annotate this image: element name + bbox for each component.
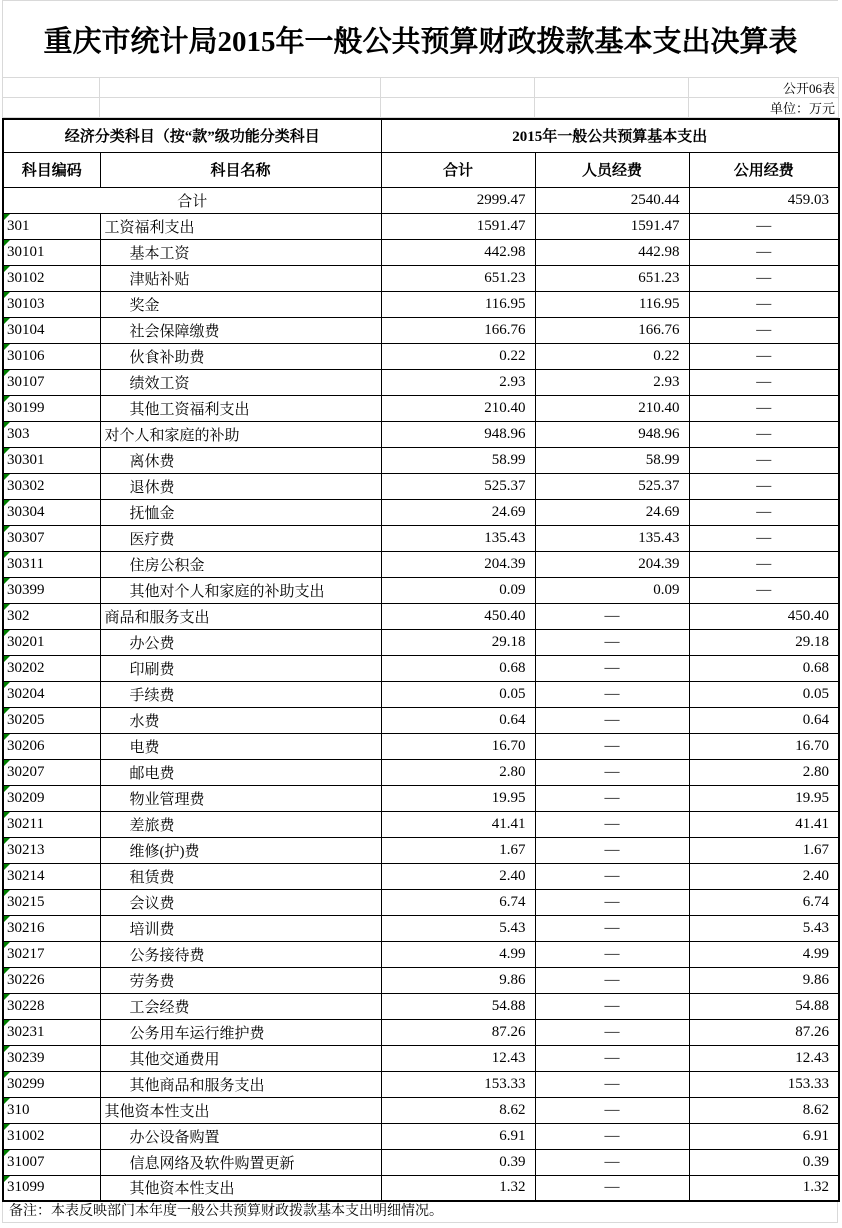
personnel-cell: —: [535, 733, 689, 759]
subject-name-cell: 培训费: [100, 915, 381, 941]
personnel-cell: —: [535, 915, 689, 941]
subject-code-cell: 30207: [3, 759, 100, 785]
page-title-block: [2, 0, 838, 77]
personnel-cell: —: [535, 1045, 689, 1071]
public-cell: —: [689, 577, 839, 603]
table-row: [3, 1149, 839, 1175]
table-row: [3, 265, 839, 291]
personnel-cell: —: [535, 785, 689, 811]
meta-cell: [381, 98, 535, 118]
total-cell: 2.93: [381, 369, 535, 395]
subject-name-cell: 离休费: [100, 447, 381, 473]
meta-grid: [2, 77, 839, 118]
public-cell: 2.40: [689, 863, 839, 889]
table-row: [3, 551, 839, 577]
table-row: [3, 369, 839, 395]
subject-code-cell: 30211: [3, 811, 100, 837]
public-cell: —: [689, 291, 839, 317]
subject-name-cell: 绩效工资: [100, 369, 381, 395]
total-cell: 0.05: [381, 681, 535, 707]
table-row: [3, 1123, 839, 1149]
subject-code-cell: 303: [3, 421, 100, 447]
total-cell: 2.80: [381, 759, 535, 785]
summary-total-cell: 2999.47: [381, 187, 535, 213]
subject-code-cell: 30107: [3, 369, 100, 395]
subject-name-cell: 津贴补贴: [100, 265, 381, 291]
personnel-cell: —: [535, 759, 689, 785]
total-cell: 0.22: [381, 343, 535, 369]
public-cell: 16.70: [689, 733, 839, 759]
total-cell: 16.70: [381, 733, 535, 759]
meta-cell: [3, 78, 100, 98]
personnel-cell: —: [535, 863, 689, 889]
personnel-cell: —: [535, 629, 689, 655]
public-cell: —: [689, 395, 839, 421]
subject-code-cell: 30199: [3, 395, 100, 421]
public-cell: 1.32: [689, 1175, 839, 1201]
personnel-cell: —: [535, 707, 689, 733]
personnel-cell: 0.22: [535, 343, 689, 369]
subject-name-cell: 会议费: [100, 889, 381, 915]
subject-code-cell: 302: [3, 603, 100, 629]
meta-cell: [535, 78, 689, 98]
public-cell: 153.33: [689, 1071, 839, 1097]
subject-code-cell: 30104: [3, 317, 100, 343]
summary-label: 合计: [3, 187, 381, 213]
total-cell: 29.18: [381, 629, 535, 655]
subject-name-cell: 办公费: [100, 629, 381, 655]
subject-name-cell: 其他资本性支出: [100, 1175, 381, 1201]
subject-code-cell: 30201: [3, 629, 100, 655]
total-cell: 948.96: [381, 421, 535, 447]
note-text: 备注：本表反映部门本年度一般公共预算财政拨款基本支出明细情况。: [9, 1204, 443, 1219]
subject-name-cell: 差旅费: [100, 811, 381, 837]
total-cell: 87.26: [381, 1019, 535, 1045]
subject-name-cell: 办公设备购置: [100, 1123, 381, 1149]
personnel-cell: —: [535, 993, 689, 1019]
table-row: [3, 707, 839, 733]
table-row: [3, 239, 839, 265]
total-cell: 24.69: [381, 499, 535, 525]
spreadsheet-area: [2, 0, 838, 1223]
subject-name-cell: 公务接待费: [100, 941, 381, 967]
total-cell: 6.74: [381, 889, 535, 915]
subject-code-cell: 30215: [3, 889, 100, 915]
meta-row: [3, 98, 839, 118]
total-cell: 19.95: [381, 785, 535, 811]
subject-name-cell: 基本工资: [100, 239, 381, 265]
subject-name-cell: 其他商品和服务支出: [100, 1071, 381, 1097]
public-cell: 2.80: [689, 759, 839, 785]
public-cell: 1.67: [689, 837, 839, 863]
table-row: [3, 681, 839, 707]
subject-name-cell: 公务用车运行维护费: [100, 1019, 381, 1045]
subject-name-cell: 医疗费: [100, 525, 381, 551]
personnel-cell: 948.96: [535, 421, 689, 447]
personnel-cell: 166.76: [535, 317, 689, 343]
subject-name-cell: 其他工资福利支出: [100, 395, 381, 421]
personnel-cell: —: [535, 837, 689, 863]
total-cell: 1.32: [381, 1175, 535, 1201]
public-cell: —: [689, 317, 839, 343]
personnel-cell: —: [535, 941, 689, 967]
total-cell: 58.99: [381, 447, 535, 473]
total-cell: 12.43: [381, 1045, 535, 1071]
personnel-cell: 0.09: [535, 577, 689, 603]
personnel-cell: 58.99: [535, 447, 689, 473]
table-row: [3, 291, 839, 317]
subject-name-cell: 物业管理费: [100, 785, 381, 811]
header-economic-classification: 经济分类科目（按“款”级功能分类科目: [3, 119, 381, 152]
personnel-cell: 2.93: [535, 369, 689, 395]
personnel-cell: 525.37: [535, 473, 689, 499]
subject-name-cell: 社会保障缴费: [100, 317, 381, 343]
table-row: [3, 603, 839, 629]
column-header-row: [3, 152, 839, 187]
public-cell: —: [689, 239, 839, 265]
total-cell: 651.23: [381, 265, 535, 291]
subject-code-cell: 30302: [3, 473, 100, 499]
public-cell: —: [689, 499, 839, 525]
table-row: [3, 993, 839, 1019]
meta-cell: [100, 98, 381, 118]
subject-code-cell: 30217: [3, 941, 100, 967]
subject-code-cell: 30206: [3, 733, 100, 759]
personnel-cell: 116.95: [535, 291, 689, 317]
table-row: [3, 1097, 839, 1123]
total-cell: 41.41: [381, 811, 535, 837]
public-cell: 5.43: [689, 915, 839, 941]
subject-code-cell: 30239: [3, 1045, 100, 1071]
column-header-public: 公用经费: [689, 152, 839, 187]
form-code-label: 公开06表: [689, 78, 839, 98]
subject-code-cell: 31099: [3, 1175, 100, 1201]
total-cell: 2.40: [381, 863, 535, 889]
subject-name-cell: 邮电费: [100, 759, 381, 785]
public-cell: —: [689, 447, 839, 473]
table-row: [3, 421, 839, 447]
subject-code-cell: 31002: [3, 1123, 100, 1149]
expense-table-body: [3, 187, 839, 1201]
personnel-cell: 135.43: [535, 525, 689, 551]
personnel-cell: 210.40: [535, 395, 689, 421]
table-row: [3, 759, 839, 785]
subject-name-cell: 奖金: [100, 291, 381, 317]
table-row: [3, 837, 839, 863]
total-cell: 135.43: [381, 525, 535, 551]
total-cell: 166.76: [381, 317, 535, 343]
public-cell: 0.68: [689, 655, 839, 681]
subject-code-cell: 30202: [3, 655, 100, 681]
public-cell: —: [689, 343, 839, 369]
table-row: [3, 499, 839, 525]
personnel-cell: —: [535, 1019, 689, 1045]
total-cell: 204.39: [381, 551, 535, 577]
summary-personnel-cell: 2540.44: [535, 187, 689, 213]
subject-name-cell: 工会经费: [100, 993, 381, 1019]
subject-code-cell: 30103: [3, 291, 100, 317]
table-row: [3, 213, 839, 239]
note-row: [2, 1202, 838, 1223]
table-row: [3, 343, 839, 369]
public-cell: 8.62: [689, 1097, 839, 1123]
subject-name-cell: 租赁费: [100, 863, 381, 889]
subject-code-cell: 310: [3, 1097, 100, 1123]
table-row: [3, 577, 839, 603]
subject-name-cell: 信息网络及软件购置更新: [100, 1149, 381, 1175]
meta-cell: [535, 98, 689, 118]
total-cell: 1591.47: [381, 213, 535, 239]
public-cell: 6.91: [689, 1123, 839, 1149]
subject-name-cell: 手续费: [100, 681, 381, 707]
total-cell: 0.09: [381, 577, 535, 603]
total-cell: 116.95: [381, 291, 535, 317]
subject-name-cell: 抚恤金: [100, 499, 381, 525]
personnel-cell: —: [535, 603, 689, 629]
public-cell: —: [689, 525, 839, 551]
table-row: [3, 785, 839, 811]
public-cell: —: [689, 473, 839, 499]
total-cell: 9.86: [381, 967, 535, 993]
table-row: [3, 473, 839, 499]
personnel-cell: 1591.47: [535, 213, 689, 239]
total-cell: 442.98: [381, 239, 535, 265]
subject-name-cell: 对个人和家庭的补助: [100, 421, 381, 447]
public-cell: 12.43: [689, 1045, 839, 1071]
table-row: [3, 941, 839, 967]
personnel-cell: —: [535, 1175, 689, 1201]
subject-code-cell: 30209: [3, 785, 100, 811]
personnel-cell: —: [535, 1097, 689, 1123]
subject-code-cell: 30101: [3, 239, 100, 265]
table-row: [3, 811, 839, 837]
subject-code-cell: 30205: [3, 707, 100, 733]
public-cell: —: [689, 421, 839, 447]
personnel-cell: —: [535, 655, 689, 681]
table-row: [3, 447, 839, 473]
subject-name-cell: 其他对个人和家庭的补助支出: [100, 577, 381, 603]
total-cell: 0.39: [381, 1149, 535, 1175]
subject-code-cell: 30226: [3, 967, 100, 993]
table-row: [3, 1045, 839, 1071]
table-row: [3, 915, 839, 941]
total-cell: 0.64: [381, 707, 535, 733]
public-cell: 41.41: [689, 811, 839, 837]
total-cell: 153.33: [381, 1071, 535, 1097]
subject-name-cell: 工资福利支出: [100, 213, 381, 239]
subject-code-cell: 30106: [3, 343, 100, 369]
total-cell: 54.88: [381, 993, 535, 1019]
subject-name-cell: 住房公积金: [100, 551, 381, 577]
subject-code-cell: 30204: [3, 681, 100, 707]
subject-code-cell: 30213: [3, 837, 100, 863]
subject-name-cell: 其他交通费用: [100, 1045, 381, 1071]
table-row: [3, 889, 839, 915]
personnel-cell: —: [535, 681, 689, 707]
total-cell: 525.37: [381, 473, 535, 499]
subject-code-cell: 30311: [3, 551, 100, 577]
table-row: [3, 1071, 839, 1097]
header-budget-basic-expenditure: 2015年一般公共预算基本支出: [381, 119, 839, 152]
total-cell: 450.40: [381, 603, 535, 629]
table-row: [3, 967, 839, 993]
unit-label: 单位：万元: [689, 98, 839, 118]
column-header-personnel: 人员经费: [535, 152, 689, 187]
summary-public-cell: 459.03: [689, 187, 839, 213]
public-cell: —: [689, 265, 839, 291]
total-cell: 6.91: [381, 1123, 535, 1149]
table-row: [3, 395, 839, 421]
personnel-cell: —: [535, 1123, 689, 1149]
subject-code-cell: 301: [3, 213, 100, 239]
subject-code-cell: 30228: [3, 993, 100, 1019]
subject-code-cell: 30399: [3, 577, 100, 603]
public-cell: 6.74: [689, 889, 839, 915]
total-cell: 1.67: [381, 837, 535, 863]
personnel-cell: —: [535, 889, 689, 915]
subject-code-cell: 30102: [3, 265, 100, 291]
subject-name-cell: 印刷费: [100, 655, 381, 681]
total-cell: 210.40: [381, 395, 535, 421]
personnel-cell: 651.23: [535, 265, 689, 291]
subject-code-cell: 30216: [3, 915, 100, 941]
personnel-cell: —: [535, 967, 689, 993]
total-cell: 8.62: [381, 1097, 535, 1123]
page-title: 重庆市统计局2015年一般公共预算财政拨款基本支出决算表: [43, 25, 798, 58]
subject-code-cell: 30304: [3, 499, 100, 525]
public-cell: —: [689, 369, 839, 395]
subject-code-cell: 30231: [3, 1019, 100, 1045]
total-cell: 0.68: [381, 655, 535, 681]
subject-code-cell: 30301: [3, 447, 100, 473]
column-header-subject-code: 科目编码: [3, 152, 100, 187]
personnel-cell: —: [535, 1071, 689, 1097]
public-cell: 0.64: [689, 707, 839, 733]
public-cell: 29.18: [689, 629, 839, 655]
subject-name-cell: 伙食补助费: [100, 343, 381, 369]
public-cell: 0.05: [689, 681, 839, 707]
column-header-subject-name: 科目名称: [100, 152, 381, 187]
total-cell: 5.43: [381, 915, 535, 941]
meta-cell: [3, 98, 100, 118]
subject-code-cell: 30214: [3, 863, 100, 889]
meta-row: [3, 78, 839, 98]
meta-cell: [381, 78, 535, 98]
subject-code-cell: 31007: [3, 1149, 100, 1175]
group-header-row: [3, 119, 839, 152]
personnel-cell: 204.39: [535, 551, 689, 577]
table-row: [3, 655, 839, 681]
public-cell: —: [689, 551, 839, 577]
subject-name-cell: 水费: [100, 707, 381, 733]
subject-name-cell: 劳务费: [100, 967, 381, 993]
public-cell: 19.95: [689, 785, 839, 811]
table-row: [3, 863, 839, 889]
subject-name-cell: 退休费: [100, 473, 381, 499]
table-row: [3, 733, 839, 759]
public-cell: 450.40: [689, 603, 839, 629]
personnel-cell: —: [535, 811, 689, 837]
summary-row: [3, 187, 839, 213]
personnel-cell: —: [535, 1149, 689, 1175]
meta-cell: [100, 78, 381, 98]
table-row: [3, 317, 839, 343]
public-cell: 54.88: [689, 993, 839, 1019]
expense-table: [2, 118, 840, 1202]
table-row: [3, 1175, 839, 1201]
personnel-cell: 24.69: [535, 499, 689, 525]
public-cell: 4.99: [689, 941, 839, 967]
subject-code-cell: 30307: [3, 525, 100, 551]
table-row: [3, 629, 839, 655]
public-cell: 0.39: [689, 1149, 839, 1175]
public-cell: 9.86: [689, 967, 839, 993]
table-row: [3, 525, 839, 551]
subject-code-cell: 30299: [3, 1071, 100, 1097]
personnel-cell: 442.98: [535, 239, 689, 265]
subject-name-cell: 其他资本性支出: [100, 1097, 381, 1123]
subject-name-cell: 电费: [100, 733, 381, 759]
public-cell: 87.26: [689, 1019, 839, 1045]
public-cell: —: [689, 213, 839, 239]
total-cell: 4.99: [381, 941, 535, 967]
table-row: [3, 1019, 839, 1045]
subject-name-cell: 维修(护)费: [100, 837, 381, 863]
column-header-total: 合计: [381, 152, 535, 187]
subject-name-cell: 商品和服务支出: [100, 603, 381, 629]
